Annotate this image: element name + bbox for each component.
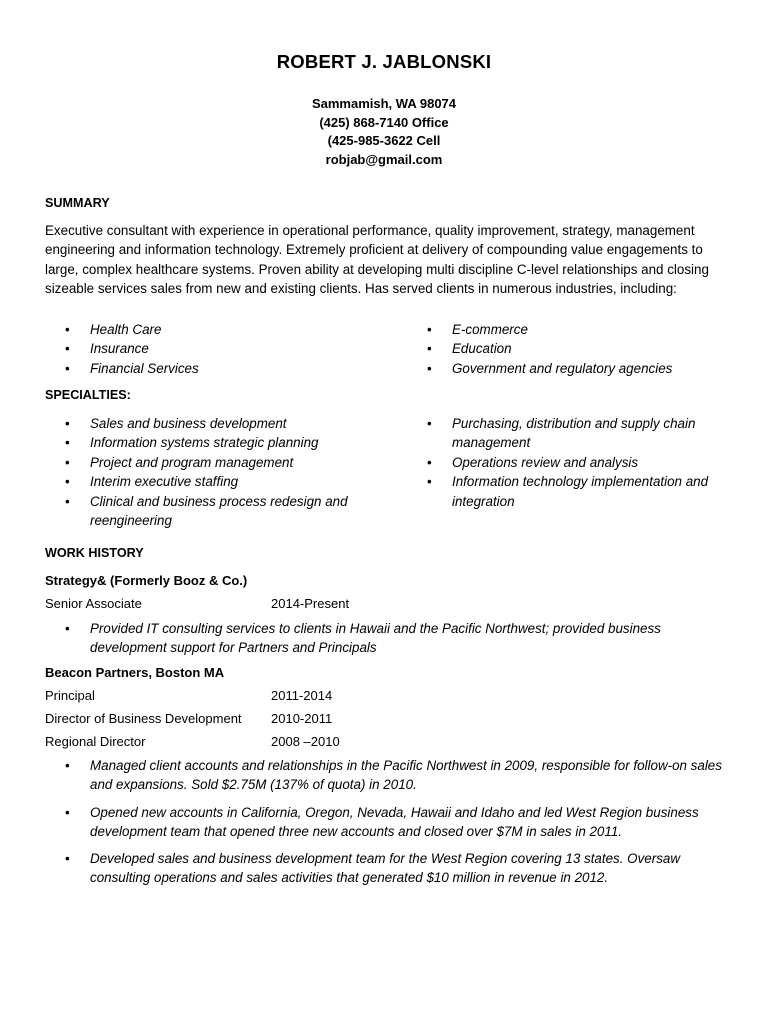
role-dates: 2008 –2010 <box>271 734 340 749</box>
work-history-heading: WORK HISTORY <box>45 546 144 560</box>
job-bullet: • Developed sales and business development team for the West Region covering 13 states. Oversaw consulting operations and sales activities that generated $10 million in revenue in 2012. <box>65 849 725 887</box>
contact-office-phone: (425) 868-7140 Office <box>319 114 449 130</box>
list-item: • Information systems strategic planning <box>45 433 385 452</box>
specialties-heading: SPECIALTIES: <box>45 388 131 402</box>
list-item: • Education <box>407 339 737 358</box>
company-name: Beacon Partners, Boston MA <box>45 665 225 680</box>
contact-block <box>0 95 768 170</box>
list-item: • E-commerce <box>407 320 737 339</box>
company-name: Strategy& (Formerly Booz & Co.) <box>45 573 248 588</box>
list-item: • Operations review and analysis <box>407 453 737 472</box>
summary-text: Executive consultant with experience in operational performance, quality improvement, strategy, management engineering and information technology. Extremely proficient at delivery of compounding value engagements to large, complex healthcare systems. Proven ability at developing multi discipline C-level relationships and closing sizeable services sales from new and existing clients. Has served clients in numerous industries, including: <box>45 223 709 297</box>
list-item: • Purchasing, distribution and supply chain management <box>407 414 737 453</box>
list-item: • Project and program management <box>45 453 385 472</box>
specialties-right-list <box>407 414 737 511</box>
role-dates: 2014-Present <box>271 596 350 611</box>
list-item: • Sales and business development <box>45 414 385 433</box>
list-item: • Clinical and business process redesign and reengineering <box>45 492 385 531</box>
list-item: • Insurance <box>45 339 385 358</box>
job-bullet: • Managed client accounts and relationships in the Pacific Northwest in 2009, responsible for follow-on sales and expansions. Sold $2.75M (137% of quota) in 2010. <box>65 756 725 794</box>
contact-email: robjab@gmail.com <box>325 152 443 168</box>
role-dates: 2010-2011 <box>271 711 333 726</box>
list-item: • Health Care <box>45 320 385 339</box>
contact-cell-phone: (425-985-3622 Cell <box>327 133 441 149</box>
candidate-name: ROBERT J. JABLONSKI <box>276 51 492 72</box>
contact-address: Sammamish, WA 98074 <box>311 96 457 111</box>
summary-heading: SUMMARY <box>45 196 110 210</box>
list-item: • Financial Services <box>45 359 385 378</box>
specialties-left-list <box>45 414 385 530</box>
role-title: Senior Associate <box>45 596 142 611</box>
list-item: • Government and regulatory agencies <box>407 359 737 378</box>
role-dates: 2011-2014 <box>271 688 333 703</box>
role-title: Principal <box>45 688 95 703</box>
industries-left-list <box>45 320 385 378</box>
role-title: Director of Business Development <box>45 711 242 726</box>
list-item: • Interim executive staffing <box>45 472 385 491</box>
industries-right-list <box>407 320 737 378</box>
job-bullet: • Provided IT consulting services to clients in Hawaii and the Pacific Northwest; provided business development support for Partners and Principals <box>65 619 725 657</box>
role-title: Regional Director <box>45 734 146 749</box>
job-bullet: • Opened new accounts in California, Oregon, Nevada, Hawaii and Idaho and led West Region business development team that opened three new accounts and closed over $7M in sales in 2011. <box>65 803 725 841</box>
list-item: • Information technology implementation and integration <box>407 472 737 511</box>
